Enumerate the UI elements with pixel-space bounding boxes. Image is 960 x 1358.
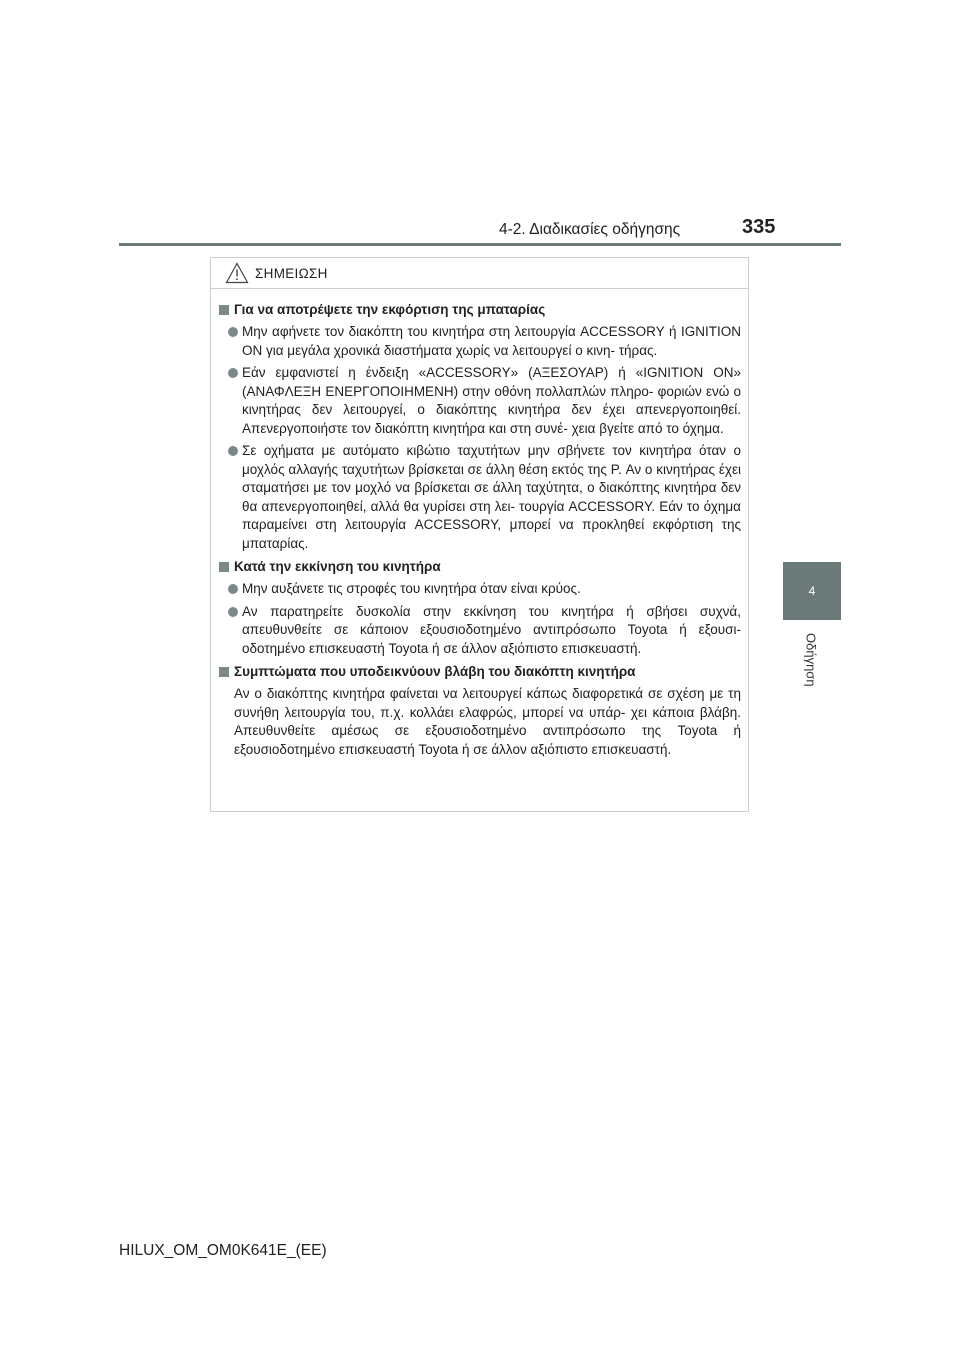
bullet-text: Εάν εμφανιστεί η ένδειξη «ACCESSORY» (ΑΞΕΣΟΥΑΡ) ή «IGNITION ON» (ΑΝΑΦΛΕΞΗ ΕΝΕΡΓΟΠΟΙΗΜΕΝΗ) στην οθόνη πολλαπλών πληρο- φοριών ενώ ο κινητήρας δεν λειτουργεί, ο διακόπτης κινητήρα δεν έχει απενεργοποιηθεί. Απενεργοποιήστε τον διακόπτη κινητήρα και στη συνέ- χεια βγείτε από το όχημα. (242, 365, 741, 436)
bullet-item (219, 603, 741, 659)
document-code: HILUX_OM_OM0K641E_(EE) (119, 1242, 327, 1259)
round-bullet-icon (228, 327, 238, 337)
round-bullet-icon (228, 446, 238, 456)
square-bullet-icon (219, 562, 229, 572)
bullet-item (219, 364, 741, 438)
page-number: 335 (742, 216, 776, 238)
bullet-item (219, 442, 741, 553)
note-title: ΣΗΜΕΙΩΣΗ (255, 265, 328, 281)
bullet-text: Αν παρατηρείτε δυσκολία στην εκκίνηση του κινητήρα ή σβήσει συχνά, απευθυνθείτε σε κάποιον εξουσιοδοτημένο αντιπρόσωπο Toyota ή εξουσι- οδοτημένο επισκευαστή Toyota ή σε άλλον αξιόπιστο επισκευαστή. (242, 603, 741, 656)
note-box (210, 257, 749, 812)
section-heading (219, 300, 741, 320)
chapter-tab (783, 562, 841, 620)
bullet-text: Μην αφήνετε τον διακόπτη του κινητήρα στη λειτουργία ACCESSORY ή IGNITION ON για μεγάλα χρονικά διαστήματα χωρίς να λειτουργεί ο κινη- τήρας. (242, 324, 741, 358)
round-bullet-icon (228, 584, 238, 594)
chapter-label: Οδήγηση (803, 633, 819, 687)
square-bullet-icon (219, 667, 229, 677)
section-heading (219, 557, 741, 577)
section-title: 4-2. Διαδικασίες οδήγησης (499, 221, 681, 238)
section-heading-text: Συμπτώματα που υποδεικνύουν βλάβη του διακόπτη κινητήρα (234, 664, 636, 679)
round-bullet-icon (228, 607, 238, 617)
section-heading-text: Για να αποτρέψετε την εκφόρτιση της μπαταρίας (234, 302, 546, 317)
bullet-text: Σε οχήματα με αυτόματο κιβώτιο ταχυτήτων μην σβήνετε τον κινητήρα όταν ο μοχλός αλλαγής ταχυτήτων βρίσκεται σε άλλη θέση εκτός της P. Αν ο κινητήρας έχει σταματήσει με τον μοχλό να βρίσκεται σε άλλη ταχύτητα, ο διακόπτης κινητήρα δεν θα απενεργοποιηθεί, αλλά θα γυρίσει στη λει- τουργία ACCESSORY. Εάν το όχημα παραμείνει στη λειτουργία ACCESSORY, μπορεί να προκληθεί εκφόρτιση της μπαταρίας. (242, 443, 741, 551)
bullet-item (219, 323, 741, 360)
section-heading (219, 662, 741, 682)
square-bullet-icon (219, 305, 229, 315)
bullet-item (219, 580, 741, 599)
header-divider (119, 243, 841, 246)
chapter-number: 4 (808, 584, 816, 598)
note-body (211, 289, 748, 759)
section-paragraph: Αν ο διακόπτης κινητήρα φαίνεται να λειτουργεί κάπως διαφορετικά σε σχέση με τη συνήθη λειτουργία του, π.χ. κολλάει ελαφρώς, μπορεί να υπάρ- χει κάποια βλάβη. Απευθυνθείτε αμέσως σε εξουσιοδοτημένο αντιπρόσωπο της Toyota ή εξουσιοδοτημένο επισκευαστή Toyota ή σε άλλον αξιόπιστο επισκευαστή. (234, 686, 741, 757)
bullet-text: Μην αυξάνετε τις στροφές του κινητήρα όταν είναι κρύος. (242, 581, 581, 596)
warning-triangle-icon (225, 262, 249, 284)
note-header (211, 258, 748, 289)
section-heading-text: Κατά την εκκίνηση του κινητήρα (234, 559, 441, 574)
round-bullet-icon (228, 368, 238, 378)
